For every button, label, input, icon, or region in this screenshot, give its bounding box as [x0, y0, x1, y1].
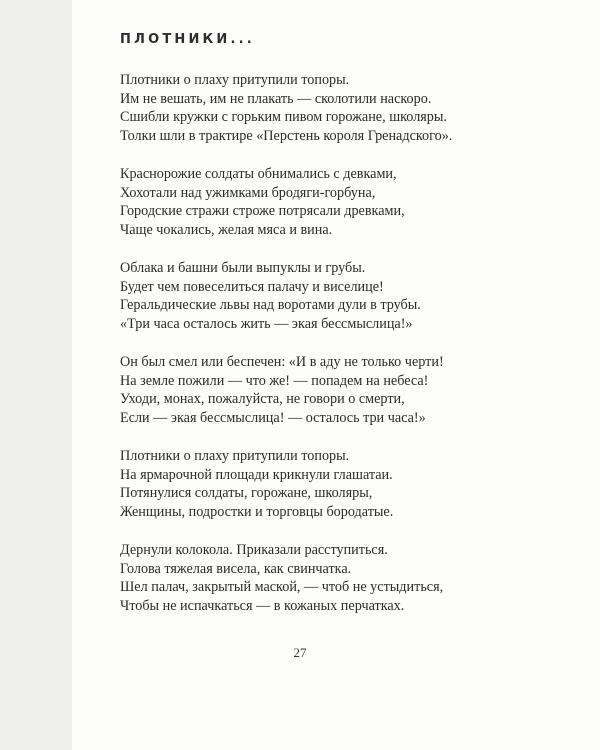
poem-line: Он был смел или беспечен: «И в аду не только черти! [120, 354, 444, 370]
poem-line: Уходи, монах, пожалуйста, не говори о смерти, [120, 391, 405, 407]
poem-line: Краснорожие солдаты обнимались с девками, [120, 166, 397, 182]
stanza-2 [120, 165, 560, 239]
poem-line: Чтобы не испачкаться — в кожаных перчатках. [120, 597, 405, 614]
poem-line: Геральдические львы над воротами дули в трубы. [120, 297, 421, 313]
page-number: 27 [293, 645, 307, 660]
stanza-6 [120, 541, 560, 615]
stanza-5 [120, 447, 560, 521]
poem-line: Хохотали над ужимками бродяги-горбуна, [120, 184, 376, 201]
poem-line: Чаще чокались, желая мяса и вина. [120, 221, 333, 238]
poem-line: На земле пожили — что же! — попадем на небеса! [120, 372, 429, 389]
poem-line: Плотники о плаху притупили топоры. [120, 72, 350, 88]
stanza-4 [120, 353, 560, 427]
poem-line: Им не вешать, им не плакать — сколотили наскоро. [120, 90, 432, 107]
poem-line: Шел палач, закрытый маской, — чтоб не устыдиться, [120, 579, 444, 595]
poem-line: На ярмарочной площади крикнули глашатаи. [120, 466, 393, 483]
poem-line: Женщины, подростки и торговцы бородатые. [120, 503, 394, 520]
poem-line: Толки шли в трактире «Перстень короля Гренадского». [120, 127, 453, 144]
poem-line: Сшибли кружки с горьким пивом горожане, школяры. [120, 109, 447, 125]
poem-title: ПЛОТНИКИ... [120, 32, 255, 47]
poem-line: Голова тяжелая висела, как свинчатка. [120, 560, 352, 577]
poem-line: Плотники о плаху притупили топоры. [120, 448, 350, 464]
poem-line: Будет чем повеселиться палачу и виселице! [120, 278, 384, 295]
page-gutter [0, 0, 72, 750]
poem-line: Дернули колокола. Приказали расступиться. [120, 542, 388, 558]
poem-line: «Три часа осталось жить — экая бессмыслица!» [120, 315, 413, 332]
poem-line: Если — экая бессмыслица! — осталось три часа!» [120, 409, 426, 426]
poem-line: Облака и башни были выпуклы и грубы. [120, 260, 366, 276]
poem-line: Городские стражи строже потрясали древками, [120, 203, 405, 219]
poem-line: Потянулися солдаты, горожане, школяры, [120, 485, 373, 501]
stanza-1 [120, 71, 560, 145]
stanza-3 [120, 259, 560, 333]
poem [120, 31, 560, 635]
